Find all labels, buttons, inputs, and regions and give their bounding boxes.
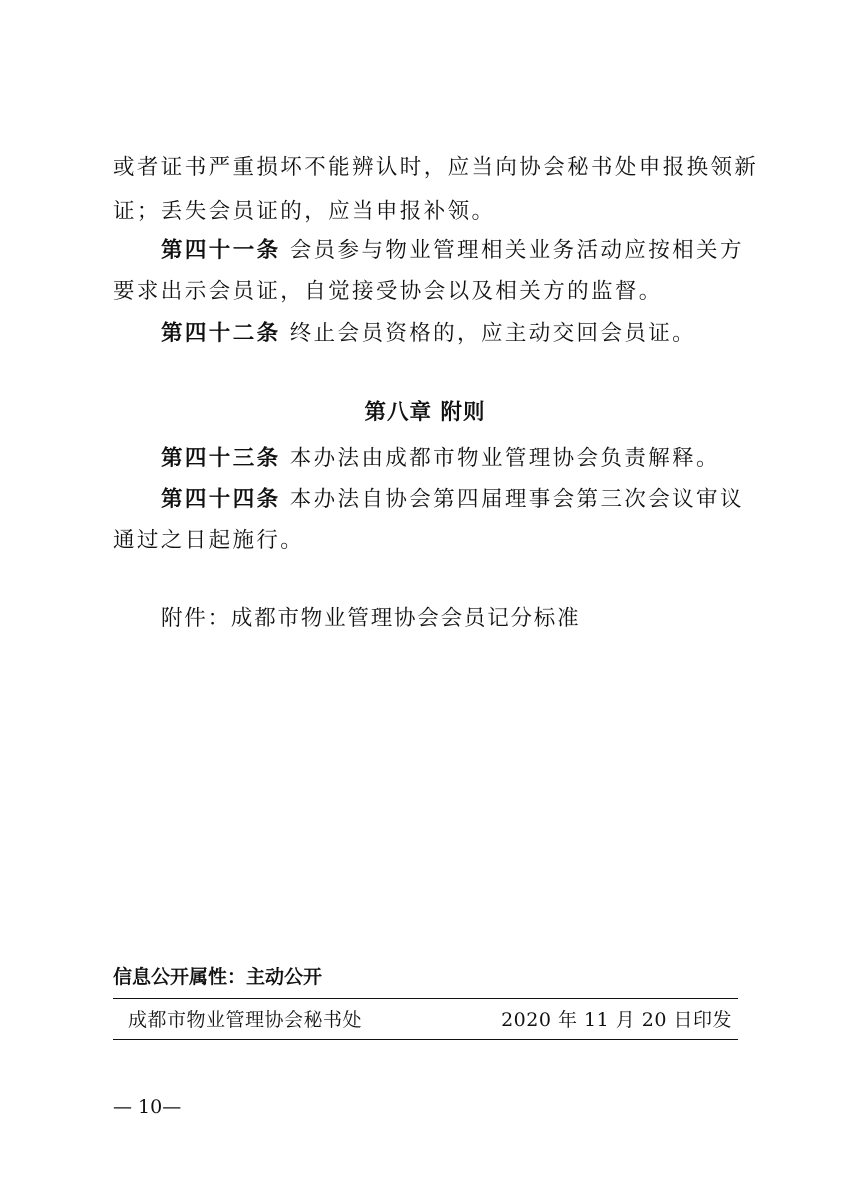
issue-date: 2020 年 11 月 20 日印发 <box>501 1009 732 1031</box>
issuer: 成都市物业管理协会秘书处 <box>128 1009 363 1031</box>
article-44-label: 第四十四条 <box>161 487 281 512</box>
article-text-line: 或者证书严重损坏不能辨认时，应当向协会秘书处申报换领新 <box>113 155 759 180</box>
article-44 <box>161 485 744 515</box>
attachment-note: 附件：成都市物业管理协会会员记分标准 <box>161 606 581 631</box>
article-42-text: 终止会员资格的，应主动交回会员证。 <box>289 321 697 346</box>
article-41-text: 会员参与物业管理相关业务活动应按相关方 <box>289 238 744 263</box>
footer-top-rule <box>113 998 738 999</box>
article-41-label: 第四十一条 <box>161 238 281 263</box>
article-text-line: 证；丢失会员证的，应当申报补领。 <box>113 199 496 224</box>
article-text-line: 要求出示会员证，自觉接受协会以及相关方的监督。 <box>113 279 663 304</box>
article-43 <box>161 444 738 474</box>
article-44-text: 本办法自协会第四届理事会第三次会议审议 <box>289 487 744 512</box>
article-42-label: 第四十二条 <box>161 321 281 346</box>
article-43-text: 本办法由成都市物业管理协会负责解释。 <box>289 446 720 471</box>
article-text-line: 通过之日起施行。 <box>113 528 305 553</box>
footer-bottom-rule <box>113 1039 738 1040</box>
article-42 <box>161 319 738 349</box>
page-number: — 10— <box>113 1096 182 1118</box>
article-41 <box>161 236 744 266</box>
article-43-label: 第四十三条 <box>161 446 281 471</box>
public-attribute: 信息公开属性：主动公开 <box>113 966 323 988</box>
chapter-title: 第八章 附则 <box>364 400 486 425</box>
